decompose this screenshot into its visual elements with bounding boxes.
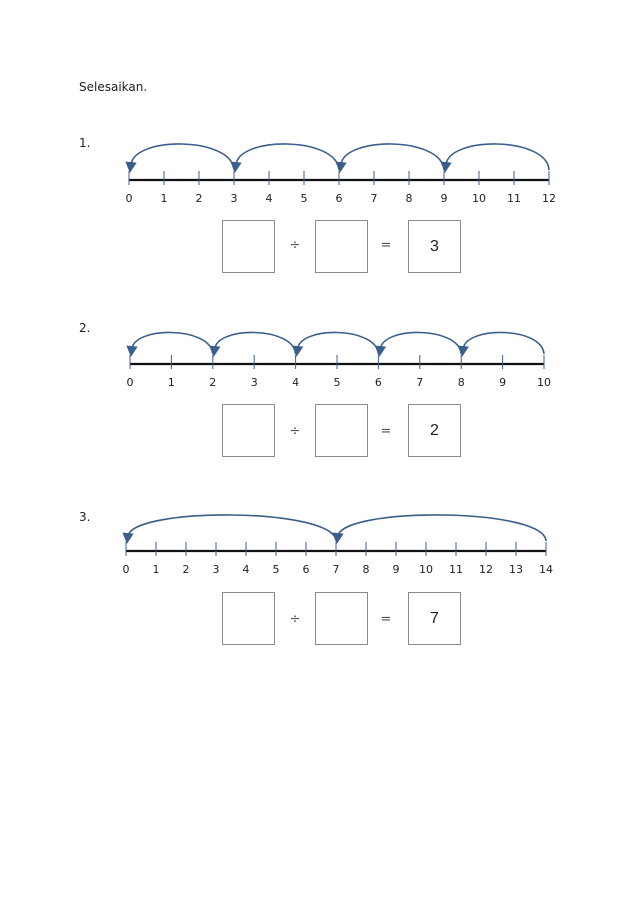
tick-label: 0 bbox=[125, 192, 133, 205]
tick-label: 10 bbox=[537, 376, 551, 389]
tick-label: 7 bbox=[370, 192, 378, 205]
tick-label: 0 bbox=[122, 563, 130, 576]
divide-sign-2: ÷ bbox=[289, 424, 301, 439]
tick-label: 6 bbox=[335, 192, 343, 205]
instruction: Selesaikan. bbox=[79, 80, 148, 94]
answer-box-2: 2 bbox=[408, 404, 461, 457]
tick-label: 7 bbox=[332, 563, 340, 576]
tick-label: 7 bbox=[416, 376, 424, 389]
equals-sign-3: = bbox=[380, 612, 392, 627]
tick-label: 4 bbox=[292, 376, 300, 389]
tick-label: 5 bbox=[300, 192, 308, 205]
tick-label: 2 bbox=[209, 376, 217, 389]
tick-label: 12 bbox=[542, 192, 556, 205]
tick-label: 1 bbox=[152, 563, 160, 576]
tick-label: 2 bbox=[182, 563, 190, 576]
question-1-number: 1. bbox=[79, 136, 91, 150]
tick-label: 4 bbox=[265, 192, 273, 205]
equals-sign-2: = bbox=[380, 424, 392, 439]
tick-label: 10 bbox=[419, 563, 433, 576]
tick-label: 3 bbox=[212, 563, 220, 576]
jump-arc bbox=[128, 515, 336, 541]
divide-sign-1: ÷ bbox=[289, 238, 301, 253]
tick-label: 9 bbox=[440, 192, 448, 205]
tick-label: 13 bbox=[509, 563, 523, 576]
tick-label: 0 bbox=[126, 376, 134, 389]
tick-label: 1 bbox=[167, 376, 175, 389]
answer-box-1: 3 bbox=[408, 220, 461, 273]
tick-label: 11 bbox=[507, 192, 521, 205]
tick-label: 12 bbox=[479, 563, 493, 576]
tick-label: 11 bbox=[449, 563, 463, 576]
tick-label: 8 bbox=[362, 563, 370, 576]
tick-label: 9 bbox=[392, 563, 400, 576]
divisor-box-3[interactable] bbox=[315, 592, 368, 645]
answer-box-3: 7 bbox=[408, 592, 461, 645]
dividend-box-3[interactable] bbox=[222, 592, 275, 645]
tick-label: 8 bbox=[405, 192, 413, 205]
tick-label: 10 bbox=[472, 192, 486, 205]
divide-sign-3: ÷ bbox=[289, 612, 301, 627]
tick-label: 5 bbox=[333, 376, 341, 389]
tick-label: 3 bbox=[250, 376, 258, 389]
question-3-number: 3. bbox=[79, 510, 91, 524]
tick-label: 2 bbox=[195, 192, 203, 205]
tick-label: 4 bbox=[242, 563, 250, 576]
tick-label: 1 bbox=[160, 192, 168, 205]
jump-arc bbox=[338, 515, 546, 541]
tick-label: 8 bbox=[457, 376, 465, 389]
equals-sign-1: = bbox=[380, 238, 392, 253]
tick-label: 9 bbox=[499, 376, 507, 389]
question-2-number: 2. bbox=[79, 321, 91, 335]
tick-label: 14 bbox=[539, 563, 553, 576]
tick-label: 6 bbox=[374, 376, 382, 389]
tick-label: 5 bbox=[272, 563, 280, 576]
arrowhead-icon bbox=[123, 533, 133, 543]
tick-label: 3 bbox=[230, 192, 238, 205]
tick-label: 6 bbox=[302, 563, 310, 576]
